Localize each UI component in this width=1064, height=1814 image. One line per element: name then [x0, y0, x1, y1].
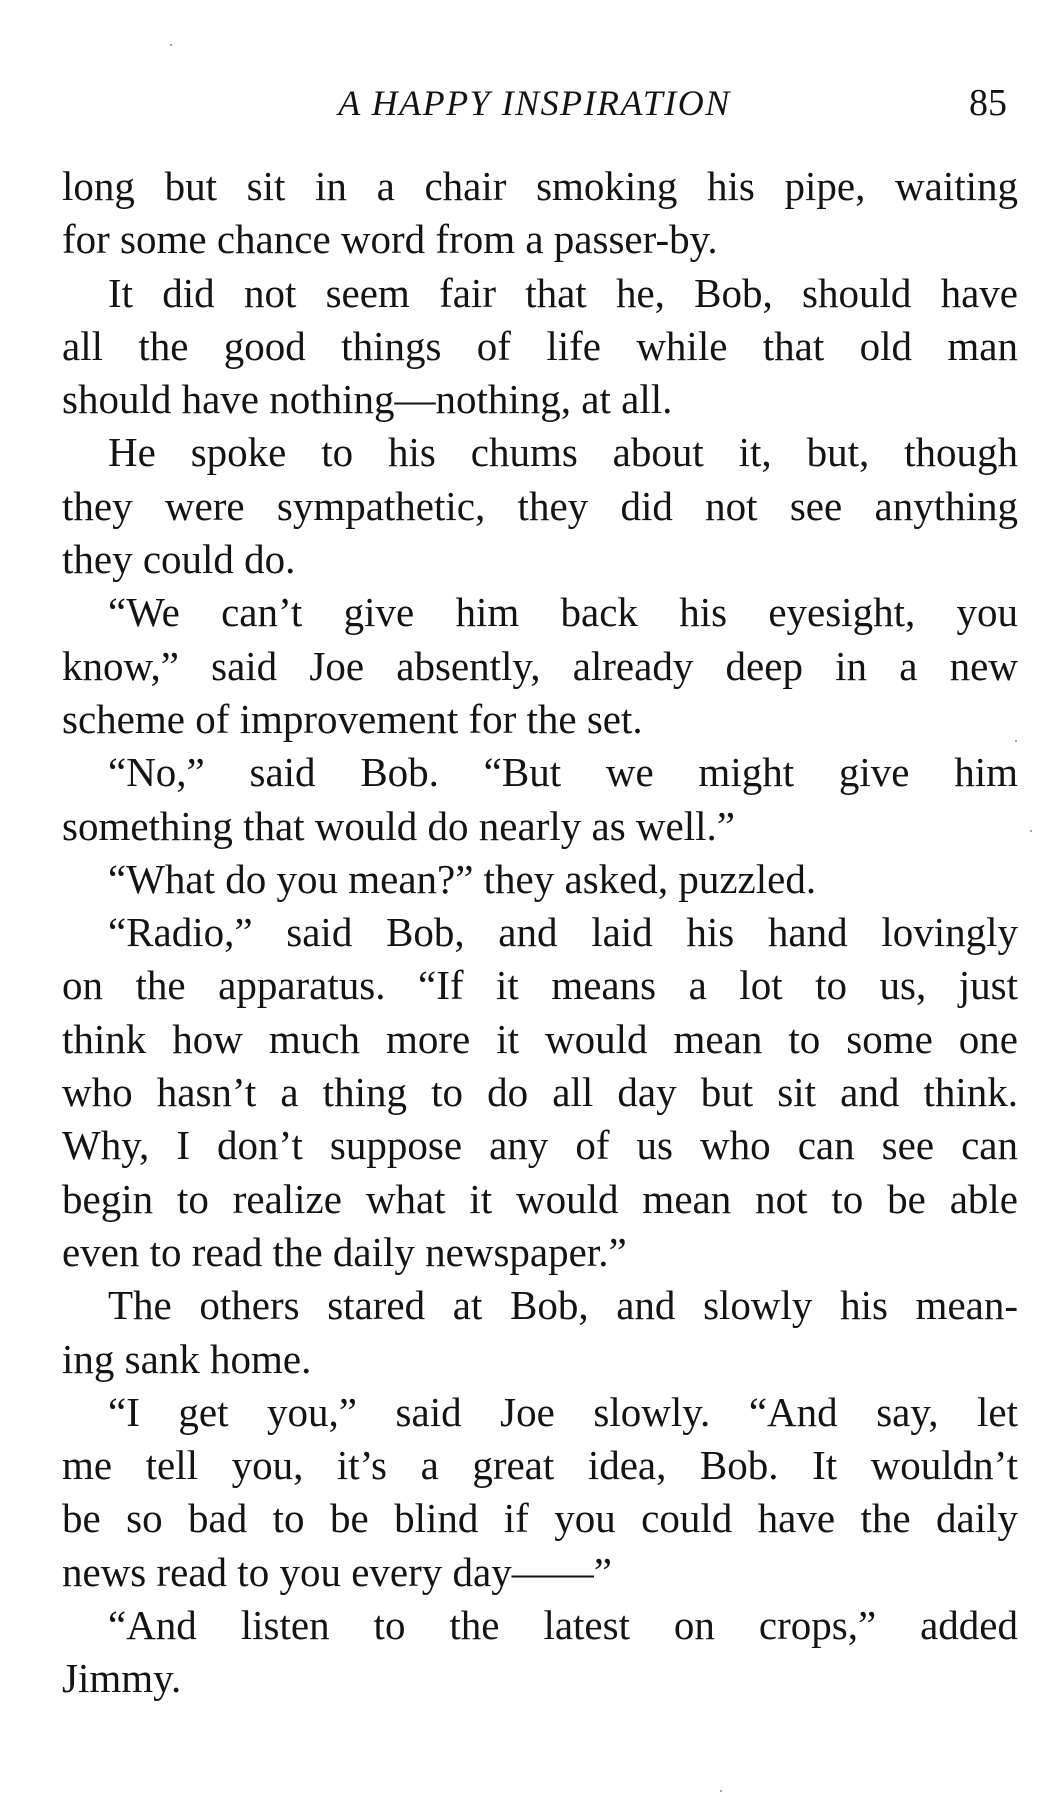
- paper-speck: [1030, 830, 1032, 832]
- text-line: know,” said Joe absently, already deep in a new: [62, 642, 1018, 689]
- text-line: It did not seem fair that he, Bob, should have: [108, 269, 1018, 316]
- text-line: “What do you mean?” they asked, puzzled.: [108, 855, 817, 902]
- text-line: for some chance word from a passer-by.: [62, 216, 718, 263]
- text-line: The others stared at Bob, and slowly his mean-: [108, 1282, 1018, 1329]
- running-head: [62, 78, 1007, 128]
- text-line: news read to you every day——”: [62, 1548, 612, 1595]
- text-line: ing sank home.: [62, 1335, 312, 1382]
- text-line: “Radio,” said Bob, and laid his hand lovingly: [108, 909, 1018, 956]
- page-number: 85: [969, 82, 1007, 124]
- text-line: begin to realize what it would mean not to be able: [62, 1175, 1018, 1222]
- text-line: something that would do nearly as well.”: [62, 802, 735, 849]
- text-line: “And listen to the latest on crops,” added: [108, 1602, 1018, 1649]
- text-line: “I get you,” said Joe slowly. “And say, let: [108, 1388, 1018, 1435]
- running-title: A HAPPY INSPIRATION: [338, 83, 731, 123]
- text-line: who hasn’t a thing to do all day but sit and think.: [62, 1069, 1018, 1116]
- text-line: “We can’t give him back his eyesight, you: [108, 589, 1018, 636]
- paper-speck: [1015, 740, 1017, 742]
- text-line: me tell you, it’s a great idea, Bob. It wouldn’t: [62, 1442, 1018, 1489]
- text-line: think how much more it would mean to some one: [62, 1015, 1018, 1062]
- text-line: Why, I don’t suppose any of us who can see can: [62, 1122, 1018, 1169]
- paper-speck: [170, 44, 172, 46]
- text-line: even to read the daily newspaper.”: [62, 1228, 627, 1275]
- body-text: [62, 160, 1018, 1706]
- text-line: “No,” said Bob. “But we might give him: [108, 749, 1018, 796]
- text-line: Jimmy.: [62, 1655, 182, 1702]
- text-line: all the good things of life while that old man: [62, 322, 1018, 369]
- text-line: scheme of improvement for the set.: [62, 695, 643, 742]
- text-line: they could do.: [62, 536, 296, 583]
- text-line: be so bad to be blind if you could have the daily: [62, 1495, 1018, 1542]
- paper-speck: [720, 1790, 722, 1792]
- text-line: they were sympathetic, they did not see anything: [62, 482, 1018, 529]
- text-line: on the apparatus. “If it means a lot to us, just: [62, 962, 1018, 1009]
- text-line: should have nothing—nothing, at all.: [62, 376, 673, 423]
- text-line: long but sit in a chair smoking his pipe, waiting: [62, 163, 1018, 209]
- text-line: He spoke to his chums about it, but, though: [108, 429, 1018, 476]
